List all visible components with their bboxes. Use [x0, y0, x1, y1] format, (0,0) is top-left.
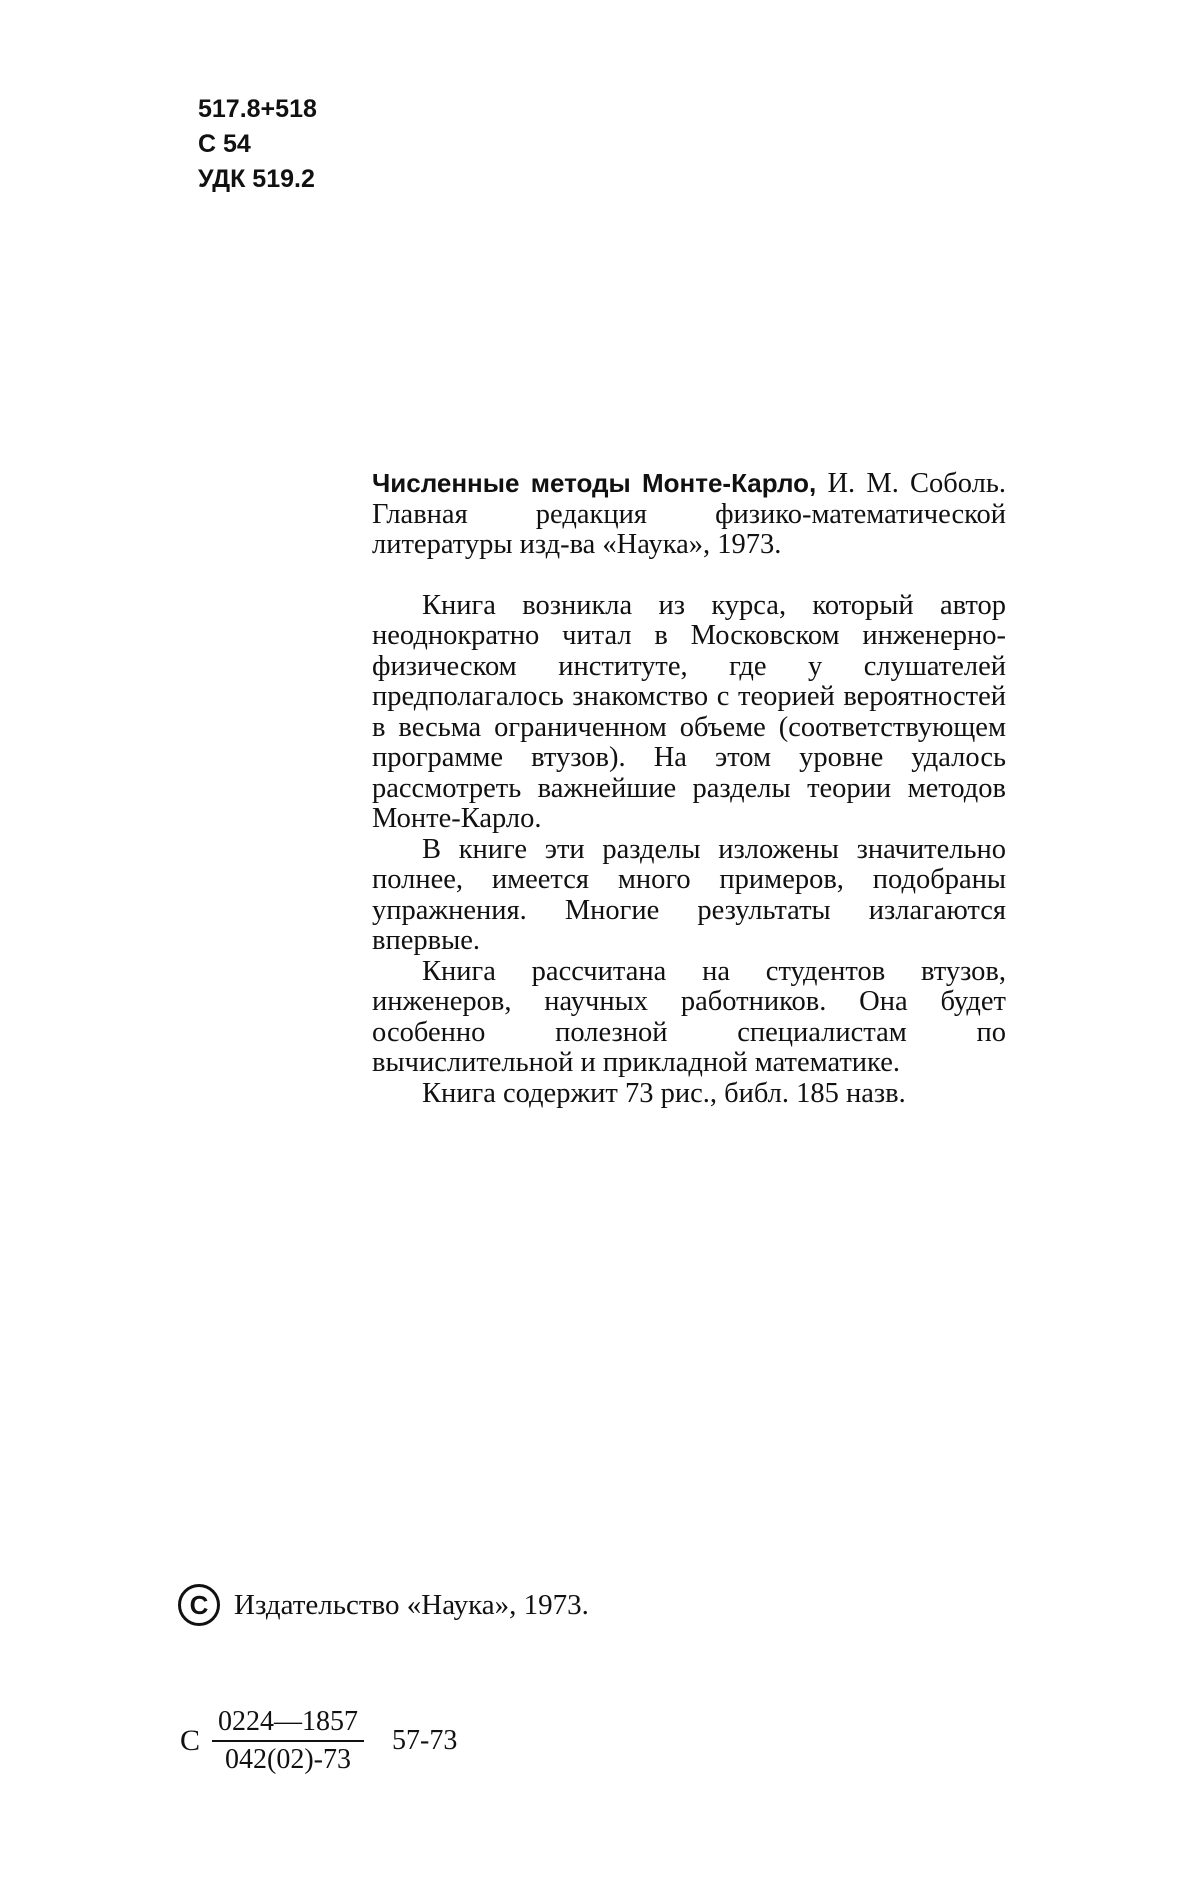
- index-numerator: 0224—1857: [218, 1706, 359, 1737]
- udk-index: УДК 519.2: [198, 165, 315, 193]
- index-letter: С: [180, 1724, 201, 1757]
- publisher-index-code: [180, 1706, 457, 1776]
- index-suffix: 57-73: [392, 1725, 458, 1756]
- index-fraction: [212, 1706, 364, 1776]
- bibliographic-details: И. М. Соболь. Главная редакция физико-математической литературы изд-ва «Наука», 1973.: [372, 468, 1007, 560]
- copyright-text: Издательство «Наука», 1973.: [234, 1589, 589, 1621]
- author-mark: С 54: [198, 130, 251, 158]
- copyright-line: [178, 1584, 589, 1626]
- annotation-paragraph: Книга рассчитана на студентов втузов, инженеров, научных работников. Она будет особенно полезной специалистам по вычислительной и прикладной математике.: [372, 955, 1006, 1078]
- index-denominator: 042(02)-73: [225, 1744, 351, 1775]
- classification-block: [198, 92, 317, 197]
- annotation-paragraph: Книга возникла из курса, который автор неоднократно читал в Московском инженерно-физическом институте, где у слушателей предполагалось знакомство с теорией вероятностей в весьма ограниченном объеме (соответствующем программе втузов). На этом уровне удалось рассмотреть важнейшие разделы теории методов Монте-Карло.: [372, 589, 1006, 834]
- annotation-block: [372, 468, 1006, 1109]
- annotation-paragraph: Книга содержит 73 рис., библ. 185 назв.: [422, 1077, 906, 1109]
- bibliographic-description: [372, 468, 1006, 561]
- bbk-index: 517.8+518: [198, 95, 317, 123]
- annotation-paragraph: В книге эти разделы изложены значительно полнее, имеется много примеров, подобраны упражнения. Многие результаты излагаются впервые.: [372, 833, 1006, 956]
- copyright-icon: C: [178, 1584, 220, 1626]
- book-title: Численные методы Монте-Карло,: [372, 468, 817, 498]
